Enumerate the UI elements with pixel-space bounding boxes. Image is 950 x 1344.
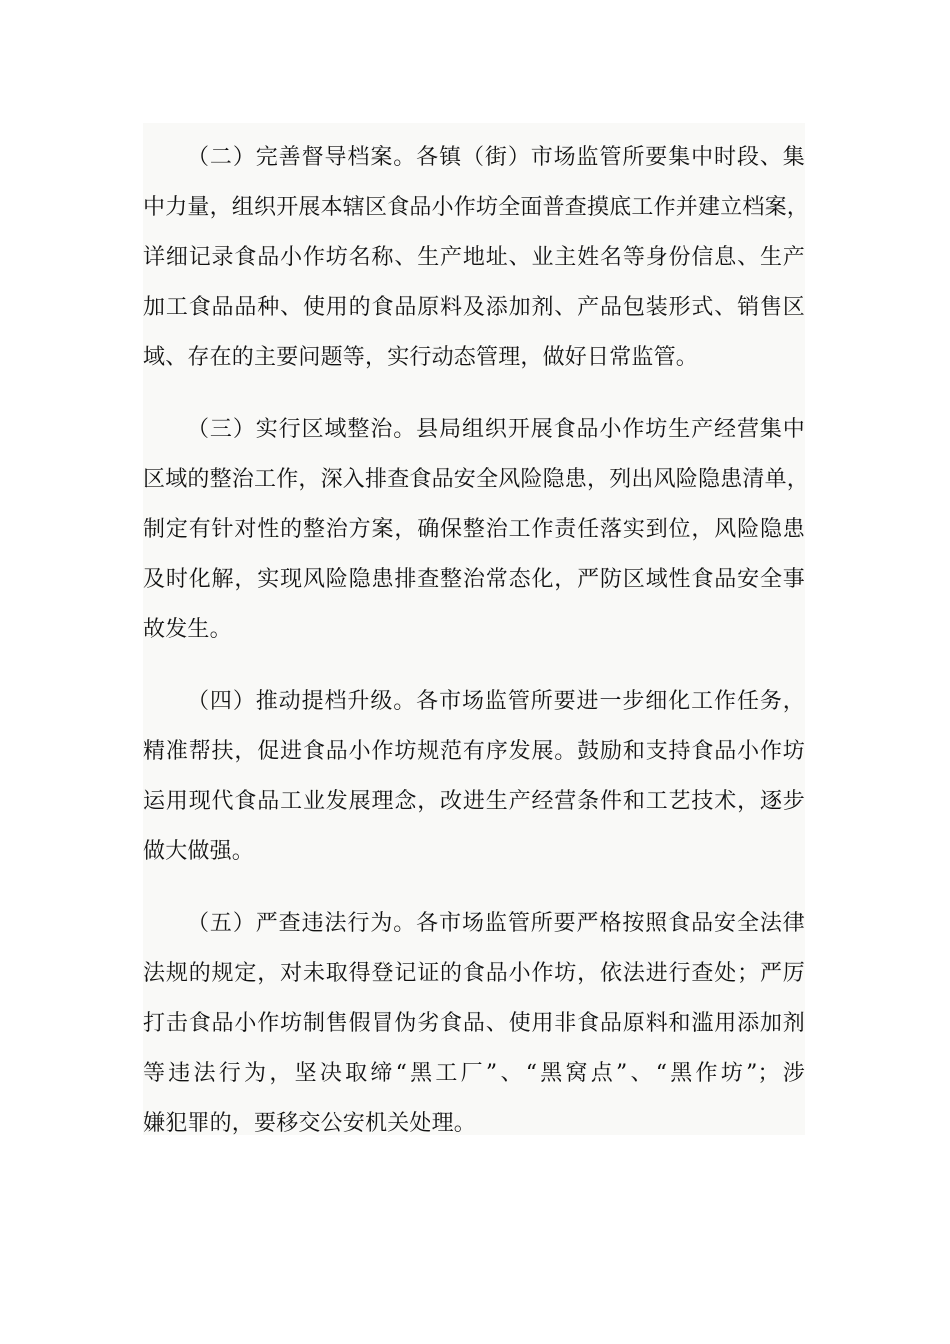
text-line: 运用现代食品工业发展理念，改进生产经营条件和工艺技术，逐步 — [143, 789, 805, 814]
text-line: 做大做强。 — [143, 839, 255, 864]
paragraph-section-4 — [143, 677, 805, 877]
text-line: 等违法行为，坚决取缔“黑工厂”、“黑窝点”、“黑作坊”；涉 — [143, 1061, 805, 1086]
paragraph-section-2 — [143, 133, 810, 383]
text-line: （二）完善督导档案。各镇（街）市场监管所要集中时段、集 — [187, 145, 805, 170]
text-line: 中力量，组织开展本辖区食品小作坊全面普查摸底工作并建立档案， — [143, 195, 810, 220]
text-line: 法规的规定，对未取得登记证的食品小作坊，依法进行查处；严厉 — [143, 961, 805, 986]
text-line: 域、存在的主要问题等，实行动态管理，做好日常监管。 — [143, 345, 699, 370]
text-line: 区域的整治工作，深入排查食品安全风险隐患，列出风险隐患清单， — [143, 467, 810, 492]
text-line: 打击食品小作坊制售假冒伪劣食品、使用非食品原料和滥用添加剂 — [143, 1011, 805, 1036]
paragraph-section-3 — [143, 405, 810, 655]
text-line: 嫌犯罪的，要移交公安机关处理。 — [143, 1111, 477, 1136]
text-line: 加工食品品种、使用的食品原料及添加剂、产品包装形式、销售区 — [143, 295, 805, 320]
text-line: （三）实行区域整治。县局组织开展食品小作坊生产经营集中 — [187, 417, 805, 442]
document-body — [143, 123, 810, 1136]
text-line: （四）推动提档升级。各市场监管所要进一步细化工作任务， — [187, 689, 805, 714]
paragraph-section-5 — [143, 899, 805, 1149]
text-line: 及时化解，实现风险隐患排查整治常态化，严防区域性食品安全事 — [143, 567, 805, 592]
text-line: 故发生。 — [143, 617, 232, 642]
text-line: （五）严查违法行为。各市场监管所要严格按照食品安全法律 — [187, 911, 805, 936]
text-line: 制定有针对性的整治方案，确保整治工作责任落实到位，风险隐患 — [143, 517, 805, 542]
text-line: 详细记录食品小作坊名称、生产地址、业主姓名等身份信息、生产 — [143, 245, 805, 270]
text-line: 精准帮扶，促进食品小作坊规范有序发展。鼓励和支持食品小作坊 — [143, 739, 805, 764]
